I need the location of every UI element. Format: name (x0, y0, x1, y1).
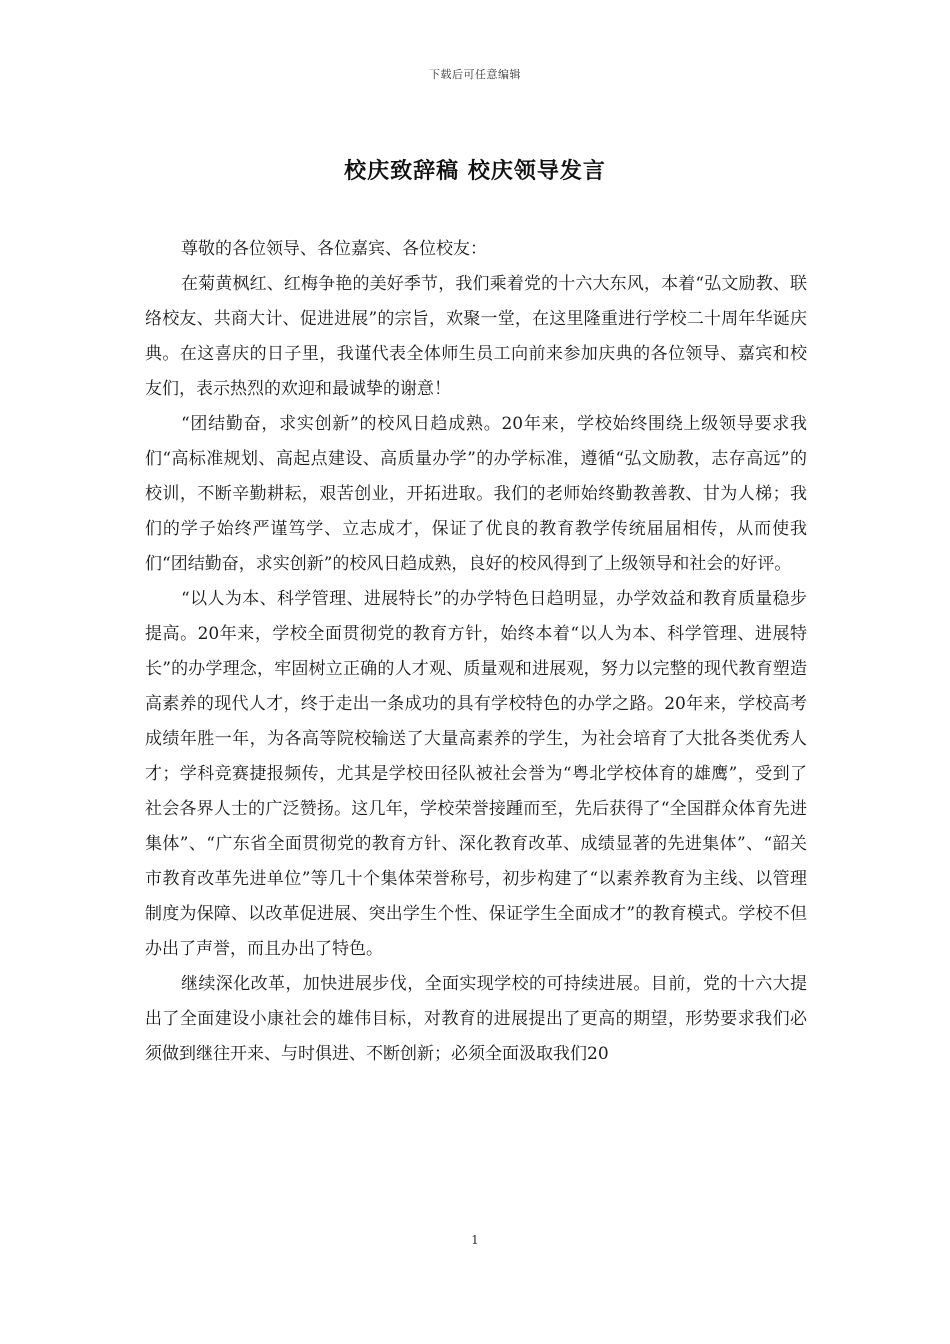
header-note: 下载后可任意编辑 (429, 68, 521, 81)
document-title: 校庆致辞稿 校庆领导发言 (344, 158, 606, 184)
salutation-paragraph: 尊敬的各位领导、各位嘉宾、各位校友： (181, 239, 487, 259)
body-paragraph: 在菊黄枫红、红梅争艳的美好季节，我们乘着党的十六大东风，本着“弘文励教、联络校友、共商大计、促进进展”的宗旨，欢聚一堂，在这里隆重进行学校二十周年华诞庆典。在这喜庆的日子里，我谨代表全体师生员工向前来参加庆典的各位领导、嘉宾和校友们，表示热烈的欢迎和最诚挚的谢意！ (145, 274, 807, 399)
document-body (145, 232, 807, 1072)
body-paragraph: “团结勤奋，求实创新”的校风日趋成熟。20年来，学校始终围绕上级领导要求我们“高标准规划、高起点建设、高质量办学”的办学标准，遵循“弘文励教，志存高远”的校训，不断辛勤耕耘，艰苦创业，开拓进取。我们的老师始终勤教善教、甘为人梯；我们的学子始终严谨笃学、立志成才，保证了优良的教育教学传统届届相传，从而使我们“团结勤奋，求实创新”的校风日趋成熟，良好的校风得到了上级领导和社会的好评。 (145, 414, 807, 574)
body-paragraph: “以人为本、科学管理、进展特长”的办学特色日趋明显，办学效益和教育质量稳步提高。20年来，学校全面贯彻党的教育方针，始终本着“以人为本、科学管理、进展特长”的办学理念，牢固树立正确的人才观、质量观和进展观，努力以完整的现代教育塑造高素养的现代人才，终于走出一条成功的具有学校特色的办学之路。20年来，学校高考成绩年胜一年，为各高等院校输送了大量高素养的学生，为社会培育了大批各类优秀人才；学科竞赛捷报频传，尤其是学校田径队被社会誉为“粤北学校体育的雄鹰”，受到了社会各界人士的广泛赞扬。这几年，学校荣誉接踵而至，先后获得了“全国群众体育先进集体”、“广东省全面贯彻党的教育方针、深化教育改革、成绩显著的先进集体”、“韶关市教育改革先进单位”等几十个集体荣誉称号，初步构建了“以素养教育为主线、以管理制度为保障、以改革促进展、突出学生个性、保证学生全面成才”的教育模式。学校不但办出了声誉，而且办出了特色。 (145, 589, 807, 959)
page-number: 1 (471, 1233, 479, 1247)
body-paragraph: 继续深化改革，加快进展步伐，全面实现学校的可持续进展。目前，党的十六大提出了全面建设小康社会的雄伟目标，对教育的进展提出了更高的期望，形势要求我们必须做到继往开来、与时俱进、不断创新；必须全面汲取我们20 (145, 974, 807, 1064)
